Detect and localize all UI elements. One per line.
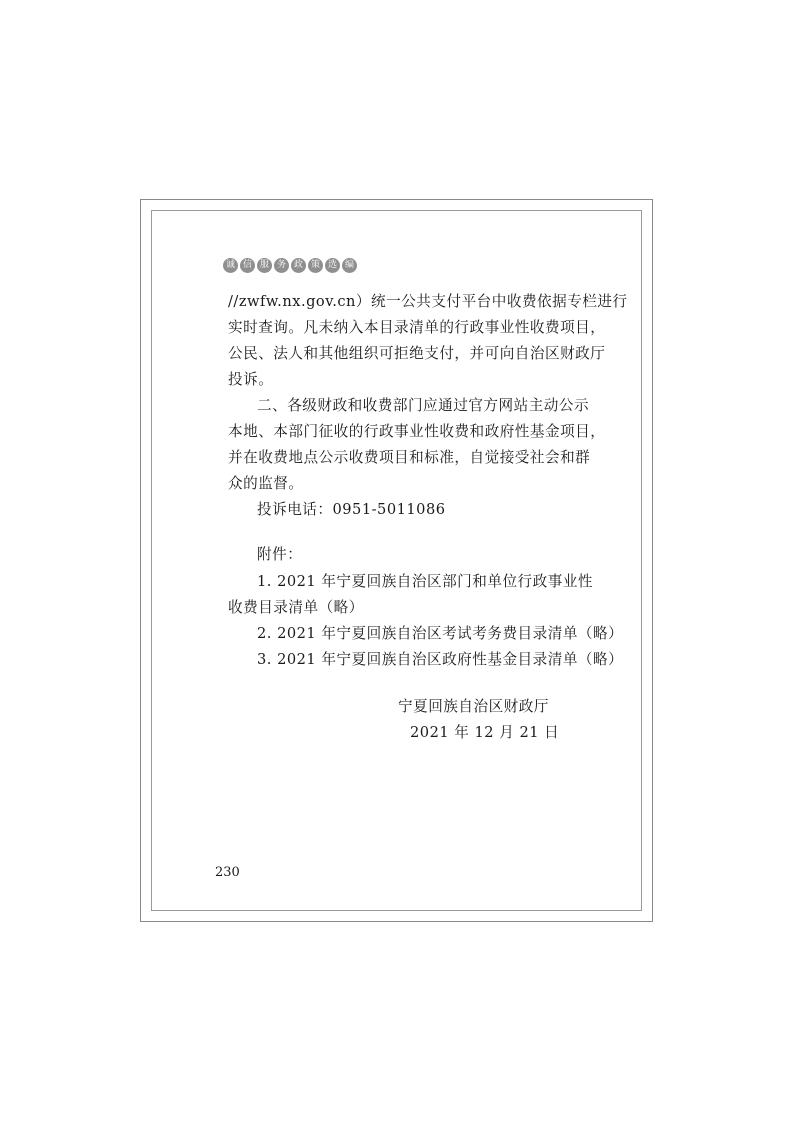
attachment-item: 3. 2021 年宁夏回族自治区政府性基金目录清单（略） — [257, 651, 624, 668]
header-badge: 编 — [342, 258, 357, 273]
header-badge: 务 — [274, 258, 289, 273]
paragraph-1-line: 公民、法人和其他组织可拒绝支付，并可向自治区财政厅 — [228, 345, 606, 362]
header-badge: 策 — [308, 258, 323, 273]
attachment-item-continued: 收费目录清单（略） — [228, 599, 364, 616]
paragraph-2-line: 众的监督。 — [228, 475, 304, 492]
header-badge: 服 — [257, 258, 272, 273]
header-badge: 选 — [325, 258, 340, 273]
header-badge: 政 — [291, 258, 306, 273]
signature-date: 2021 年 12 月 21 日 — [410, 724, 560, 741]
header-badges — [223, 258, 357, 273]
signature-organization: 宁夏回族自治区财政厅 — [398, 698, 549, 715]
page-number: 230 — [215, 865, 240, 880]
paragraph-2-line: 本地、本部门征收的行政事业性收费和政府性基金项目， — [228, 423, 606, 440]
header-badge: 信 — [240, 258, 255, 273]
paragraph-2-line: 并在收费地点公示收费项目和标准，自觉接受社会和群 — [228, 449, 591, 466]
complaint-hotline: 投诉电话：0951-5011086 — [257, 501, 446, 518]
attachments-label: 附件： — [257, 546, 303, 563]
paragraph-1-line: 实时查询。凡未纳入本目录清单的行政事业性收费项目， — [228, 319, 606, 336]
paragraph-1-line: 投诉。 — [228, 371, 274, 388]
paragraph-1-line: //zwfw.nx.gov.cn）统一公共支付平台中收费依据专栏进行 — [228, 293, 628, 310]
header-badge: 诚 — [223, 258, 238, 273]
attachment-item: 2. 2021 年宁夏回族自治区考试考务费目录清单（略） — [257, 625, 624, 642]
attachment-item: 1. 2021 年宁夏回族自治区部门和单位行政事业性 — [257, 573, 594, 590]
paragraph-2-line: 二、各级财政和收费部门应通过官方网站主动公示 — [257, 397, 590, 414]
